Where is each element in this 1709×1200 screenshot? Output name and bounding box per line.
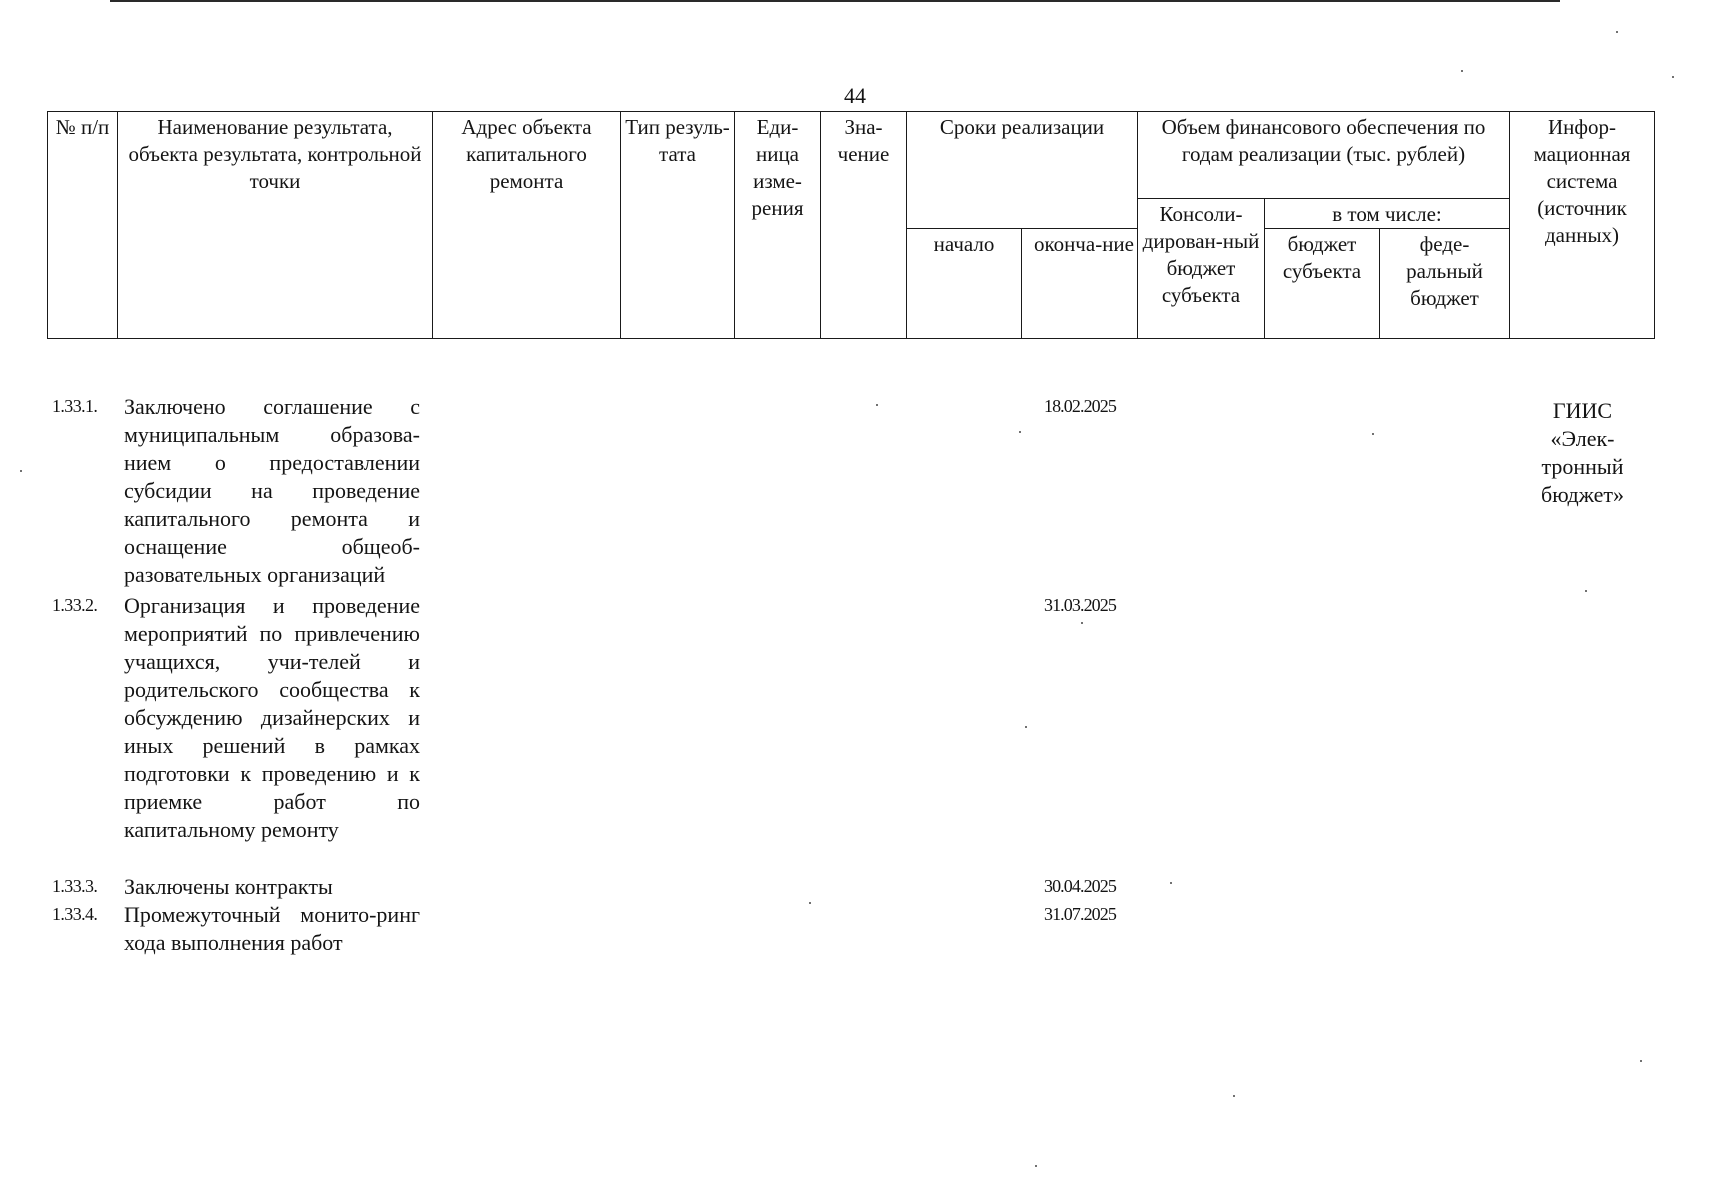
scan-speck	[1081, 622, 1083, 624]
table-header	[47, 111, 1655, 339]
row-end-date: 30.04.2025	[1043, 876, 1116, 896]
scan-speck	[1025, 726, 1027, 728]
header-col-value: Зна-чение	[821, 112, 907, 339]
scan-speck	[1233, 1095, 1235, 1097]
header-col-name: Наименование результата, объекта результата, контрольной точки	[118, 112, 433, 339]
header-col-federal-budget: феде-ральный бюджет	[1380, 229, 1510, 339]
header-col-address: Адрес объекта капитального ремонта	[433, 112, 621, 339]
header-col-consolidated: Консоли-дирован-ный бюджет субъекта	[1138, 199, 1265, 339]
scan-speck	[1372, 433, 1374, 435]
row-info-system: ГИИС «Элек-тронный бюджет»	[1541, 398, 1624, 507]
header-col-finance: Объем финансового обеспечения по годам реализации (тыс. рублей)	[1138, 112, 1510, 199]
row-name: Заключены контракты	[124, 874, 333, 899]
scan-speck	[1640, 1060, 1642, 1062]
scan-speck	[1019, 431, 1021, 433]
scan-speck	[809, 902, 811, 904]
row-name: Промежуточный монито-ринг хода выполнения работ	[124, 902, 420, 955]
header-col-terms-end: оконча-ние	[1022, 229, 1138, 339]
header-col-terms-start: начало	[907, 229, 1022, 339]
header-col-num: № п/п	[48, 112, 118, 339]
scan-speck	[1616, 31, 1618, 33]
row-end-date: 31.07.2025	[1043, 904, 1116, 924]
row-end-date: 18.02.2025	[1043, 396, 1116, 416]
page-number: 44	[844, 83, 866, 108]
row-number: 1.33.4.	[52, 904, 98, 924]
header-col-subject-budget: бюджет субъекта	[1265, 229, 1380, 339]
row-number: 1.33.1.	[52, 396, 98, 416]
row-name: Заключено соглашение с муниципальным образова-нием о предоставлении субсидии на проведение капитального ремонта и оснащение общеоб-разовательных организаций	[124, 394, 420, 587]
header-col-info-system: Инфор-мационная система (источник данных)	[1510, 112, 1655, 339]
scan-speck	[1672, 76, 1674, 78]
scan-speck	[1170, 882, 1172, 884]
header-col-including: в том числе:	[1265, 199, 1510, 229]
row-end-date: 31.03.2025	[1043, 595, 1116, 615]
header-col-terms: Сроки реализации	[907, 112, 1138, 229]
top-page-rule	[110, 0, 1560, 2]
scan-speck	[876, 404, 878, 406]
scan-speck	[20, 470, 22, 472]
scan-speck	[1461, 70, 1463, 72]
row-name: Организация и проведение мероприятий по привлечению учащихся, учи-телей и родительского сообщества к обсуждению дизайнерских и иных решений в рамках подготовки к проведению и к приемке работ по капитальному ремонту	[124, 593, 420, 842]
header-col-type: Тип резуль-тата	[621, 112, 735, 339]
row-number: 1.33.2.	[52, 595, 98, 615]
scan-speck	[1035, 1165, 1037, 1167]
header-col-unit: Еди-ница изме-рения	[735, 112, 821, 339]
scan-speck	[1585, 590, 1587, 592]
row-number: 1.33.3.	[52, 876, 98, 896]
